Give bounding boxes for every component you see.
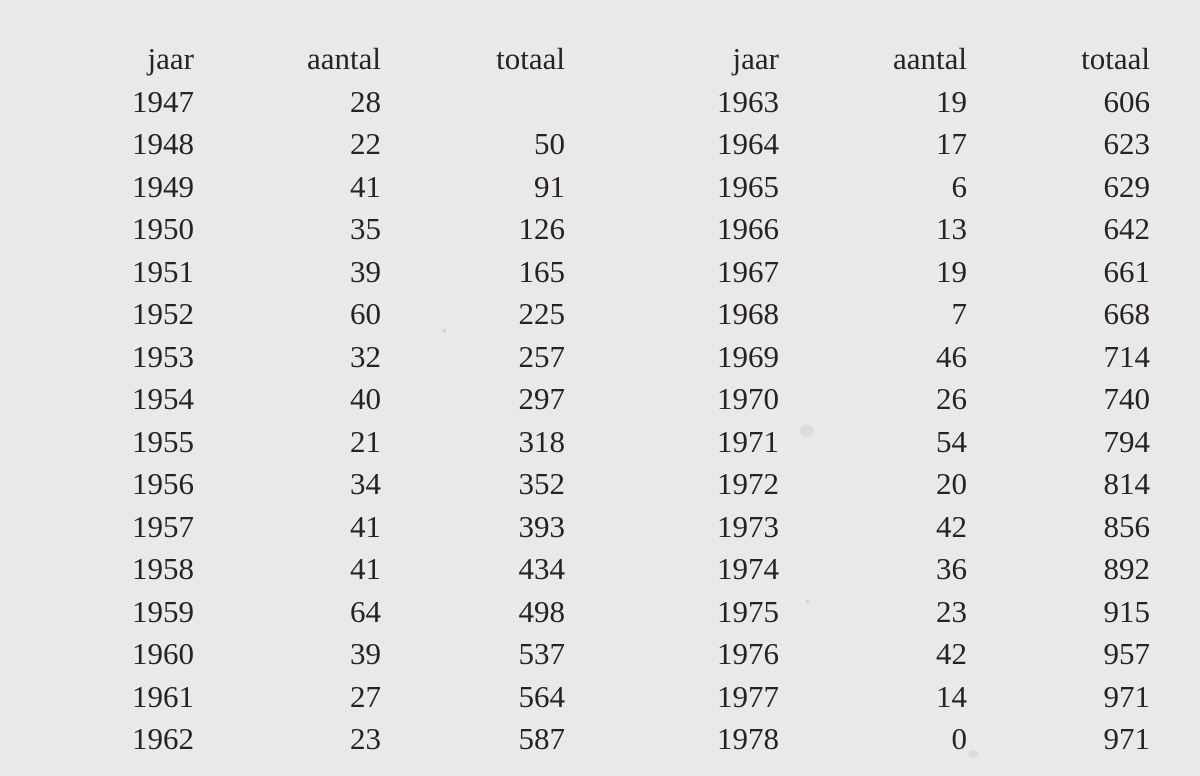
left-cell-totaal: 257	[518, 338, 565, 374]
right-cell-totaal: 971	[1103, 678, 1150, 714]
left-table-row	[60, 293, 565, 336]
right-table-row	[645, 336, 1150, 379]
right-cell-totaal: 957	[1103, 636, 1150, 671]
right-table-block	[645, 38, 1150, 761]
left-cell-aantal: 40	[350, 381, 381, 416]
right-cell-aantal: 23	[936, 593, 967, 629]
right-table-row	[645, 463, 1150, 506]
right-cell-jaar: 1969	[717, 338, 779, 374]
right-cell-totaal: 915	[1103, 593, 1150, 629]
right-cell-aantal: 46	[936, 338, 967, 374]
right-table-row	[645, 676, 1150, 719]
left-table-row	[60, 548, 565, 591]
left-cell-aantal: 27	[350, 678, 381, 714]
left-table-row	[60, 208, 565, 251]
right-cell-aantal: 19	[936, 253, 967, 289]
left-cell-jaar: 1955	[132, 423, 194, 459]
paper-speck	[443, 329, 446, 332]
right-cell-aantal: 36	[936, 551, 967, 586]
right-header-totaal: totaal	[1081, 41, 1150, 76]
left-table-block	[60, 38, 565, 761]
right-cell-aantal: 7	[951, 296, 967, 331]
left-cell-jaar: 1961	[132, 678, 194, 714]
right-cell-jaar: 1968	[717, 296, 779, 331]
right-cell-jaar: 1971	[717, 423, 779, 459]
left-table-row	[60, 633, 565, 676]
left-table-row	[60, 463, 565, 506]
left-cell-jaar: 1956	[132, 466, 194, 501]
right-cell-totaal: 856	[1103, 508, 1150, 544]
right-table-row	[645, 378, 1150, 421]
right-table-row	[645, 548, 1150, 591]
left-cell-jaar: 1958	[132, 551, 194, 586]
left-cell-totaal: 126	[518, 211, 565, 246]
right-table-row	[645, 208, 1150, 251]
paper-speck	[806, 600, 809, 603]
right-cell-totaal: 661	[1103, 253, 1150, 289]
left-table-row	[60, 81, 565, 124]
left-cell-jaar: 1949	[132, 168, 194, 204]
left-cell-jaar: 1960	[132, 636, 194, 671]
left-cell-totaal: 587	[518, 721, 565, 756]
left-cell-aantal: 21	[350, 423, 381, 459]
right-table-body	[645, 81, 1150, 761]
right-cell-totaal: 629	[1103, 168, 1150, 204]
left-table-row	[60, 251, 565, 294]
left-header-totaal: totaal	[496, 41, 565, 76]
right-table-row	[645, 251, 1150, 294]
left-cell-totaal: 225	[518, 296, 565, 331]
right-cell-totaal: 642	[1103, 211, 1150, 246]
left-cell-jaar: 1957	[132, 508, 194, 544]
left-cell-totaal: 165	[518, 253, 565, 289]
right-header-aantal: aantal	[892, 41, 967, 76]
left-table-header-row	[60, 38, 565, 81]
right-cell-jaar: 1974	[717, 551, 779, 586]
left-cell-totaal: 50	[534, 126, 565, 161]
left-table-row	[60, 378, 565, 421]
left-cell-aantal: 23	[350, 721, 381, 756]
left-cell-aantal: 34	[350, 466, 381, 501]
right-cell-aantal: 6	[951, 168, 967, 204]
left-cell-jaar: 1952	[132, 296, 194, 331]
left-cell-jaar: 1950	[132, 211, 194, 246]
right-cell-jaar: 1963	[717, 83, 779, 119]
left-table-row	[60, 676, 565, 719]
right-cell-totaal: 668	[1103, 296, 1150, 331]
left-table-row	[60, 166, 565, 209]
right-cell-aantal: 42	[936, 508, 967, 544]
left-cell-aantal: 41	[350, 168, 381, 204]
left-cell-aantal: 41	[350, 508, 381, 544]
right-cell-jaar: 1966	[717, 211, 779, 246]
right-table-row	[645, 81, 1150, 124]
left-cell-jaar: 1962	[132, 721, 194, 756]
right-cell-totaal: 971	[1103, 721, 1150, 756]
left-table-row	[60, 123, 565, 166]
left-cell-totaal: 352	[518, 466, 565, 501]
left-cell-aantal: 39	[350, 253, 381, 289]
right-cell-aantal: 19	[936, 83, 967, 119]
left-cell-totaal: 434	[518, 551, 565, 586]
left-table-row	[60, 421, 565, 464]
left-table-row	[60, 506, 565, 549]
right-table-row	[645, 506, 1150, 549]
right-cell-jaar: 1976	[717, 636, 779, 671]
left-header-aantal: aantal	[306, 41, 381, 76]
left-cell-aantal: 60	[350, 296, 381, 331]
right-table-row	[645, 293, 1150, 336]
left-table-row	[60, 718, 565, 761]
right-cell-aantal: 0	[951, 721, 967, 756]
right-cell-totaal: 623	[1103, 126, 1150, 161]
left-cell-totaal: 91	[534, 168, 565, 204]
left-cell-aantal: 32	[350, 338, 381, 374]
right-cell-aantal: 14	[936, 678, 967, 714]
left-cell-totaal: 297	[518, 381, 565, 416]
left-cell-jaar: 1954	[132, 381, 194, 416]
left-cell-jaar: 1948	[132, 126, 194, 161]
right-table-row	[645, 591, 1150, 634]
left-cell-aantal: 22	[350, 126, 381, 161]
right-cell-totaal: 892	[1103, 551, 1150, 586]
right-table-header-row	[645, 38, 1150, 81]
left-cell-jaar: 1947	[132, 83, 194, 119]
paper-speck	[800, 425, 814, 437]
paper-speck	[968, 750, 978, 758]
left-table-row	[60, 336, 565, 379]
right-cell-jaar: 1977	[717, 678, 779, 714]
left-cell-jaar: 1951	[132, 253, 194, 289]
left-cell-totaal: 498	[518, 593, 565, 629]
left-cell-totaal: 318	[518, 423, 565, 459]
right-cell-jaar: 1970	[717, 381, 779, 416]
right-table-row	[645, 718, 1150, 761]
right-cell-totaal: 814	[1103, 466, 1150, 501]
right-cell-jaar: 1975	[717, 593, 779, 629]
right-cell-aantal: 26	[936, 381, 967, 416]
right-cell-totaal: 606	[1103, 83, 1150, 119]
right-cell-aantal: 13	[936, 211, 967, 246]
right-table-row	[645, 421, 1150, 464]
left-cell-totaal: 537	[518, 636, 565, 671]
right-table	[645, 38, 1150, 761]
right-cell-jaar: 1965	[717, 168, 779, 204]
left-cell-jaar: 1959	[132, 593, 194, 629]
left-table	[60, 38, 565, 761]
right-cell-aantal: 54	[936, 423, 967, 459]
left-header-jaar: jaar	[147, 41, 194, 76]
right-cell-jaar: 1964	[717, 126, 779, 161]
right-cell-jaar: 1973	[717, 508, 779, 544]
left-cell-jaar: 1953	[132, 338, 194, 374]
right-table-row	[645, 123, 1150, 166]
right-cell-totaal: 740	[1103, 381, 1150, 416]
right-cell-jaar: 1978	[717, 721, 779, 756]
left-cell-aantal: 28	[350, 83, 381, 119]
left-cell-totaal: 393	[518, 508, 565, 544]
left-table-row	[60, 591, 565, 634]
left-cell-aantal: 64	[350, 593, 381, 629]
right-cell-aantal: 42	[936, 636, 967, 671]
right-cell-totaal: 714	[1103, 338, 1150, 374]
right-header-jaar: jaar	[732, 41, 779, 76]
left-cell-aantal: 41	[350, 551, 381, 586]
right-cell-aantal: 17	[936, 126, 967, 161]
left-table-body	[60, 81, 565, 761]
right-cell-jaar: 1967	[717, 253, 779, 289]
right-cell-totaal: 794	[1103, 423, 1150, 459]
right-table-row	[645, 633, 1150, 676]
right-cell-jaar: 1972	[717, 466, 779, 501]
right-cell-aantal: 20	[936, 466, 967, 501]
right-table-row	[645, 166, 1150, 209]
left-cell-totaal: 564	[518, 678, 565, 714]
left-cell-totaal	[381, 81, 565, 124]
left-cell-aantal: 35	[350, 211, 381, 246]
left-cell-aantal: 39	[350, 636, 381, 671]
